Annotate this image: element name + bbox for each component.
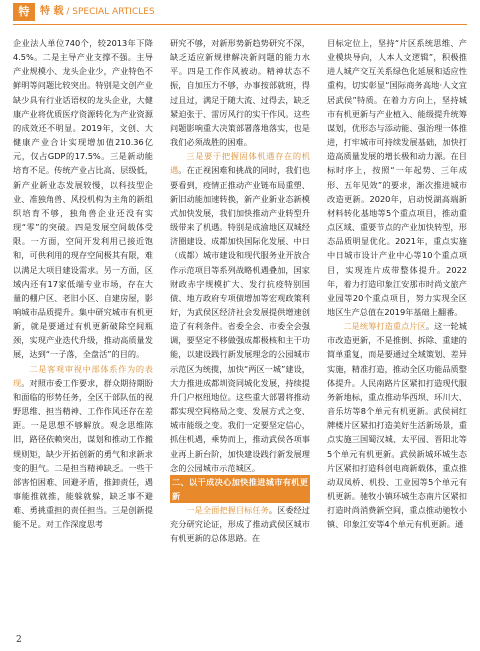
section-title-en: SPECIAL ARTICLES [72,7,155,17]
paragraph-text: 。这一轮城市改造更新，不是推倒、拆除、重建的简单重复，而是要通过全域策划、差异实施，精准打造，推动全区功能品质整体提升。人民南路片区紧扣打造现代服务新地标，重点推动华西坝、环川大、音乐坊等8个单元有机更新。武侯祠红牌楼片区紧扣打造美好生活新场景，重点实施三国蜀汉城、太平园、晋阳北等5个单元有机更新。武侯新城环城生态片区紧扣打造科创电商新载体，重点推动双凤桥、机投、工业园等5个单元有机更新。驰牧小镇环城生态南片区紧扣打造时尚消费新空间，重点推动驰牧小镇、印象江安等4个单元有机更新。通 [327,321,467,530]
paragraph-text: 研究不够，对新形势新趋势研究不深，缺乏适应新规律解决新问题的能力水平。四是工作作风被动。精神状态不振，自加压力不够，办事按部就班，得过且过，满足于随大流、过得去，缺乏紧迫张于、雷厉风行的实干作风。这些问题影响重大决策部署落地落实，也是我们必须战胜的困难。 [170,38,310,148]
subheading: 三是要于把握固体机遇存在的机遇 [170,151,310,176]
page-header [0,0,480,34]
section-mark: 特 [13,3,35,21]
subheading: 二是统筹打造重点片区 [343,321,426,332]
section-title-cn: 特 载 [40,6,64,17]
paragraph-text: 。对照市委工作要求，群众期待期盼和面临的形势任务，全区干部队伍的视野思维、担当精神、工作作风还存在差距。一是思想不够解放。观念思维陈旧，路径依赖突出，谋划和推动工作搬规则矩，缺少开拓创新的勇气和求新求变的胆气。二是担当精神缺乏。一些干部害怕困难、回避矛盾，推卸责任，遇事能推就推，能躲就躲，缺乏事不避难、勇挑重担的责任担当。三是创新提能不足。对工作深度思考 [13,377,153,530]
paragraph [13,362,153,532]
paragraph [327,36,467,319]
section-title-sep: / [63,7,73,17]
paragraph [13,36,153,362]
subheading: 一是全面把握目标任务 [186,505,269,516]
section-heading: 二、以干成决心加快推进城市有机更新 [170,475,310,503]
paragraph-text: 企业法人单位740个，较2013年下降4.5%。二是主导产业支撑不强。主导产业规模小、龙头企业少，产业特色不鲜明等问题比较突出。特别是文创产业缺少具有行业话语权的龙头企业，大健康产业将优质医疗资源转化为产业资源的成效还不明显。2019年，文创、大健康产业合计实现增加值210.36亿元，仅占GDP的17.5%。三是新动能培育不足。传统产业占比高、层级低，新产业新业态发展较慢，以科技型企业、准独角兽、风投机构为主角的新组织培育不够，独角兽企业还没有实现“零”的突破。四是发展空间载体受限。一方面，空间开发利用已接近饱和，可供利用的现存空间极其有限，难以满足大项目建设需求。另一方面，区域内还有17家低端专业市场，存在大量的棚户区、老旧小区、自建房屋，影响城市品质提升。集中研究城市有机更新，就是要通过有机更新破除空间瓶颈，实现产业迭代升级，推动高质量发展，达到“一子落，全盘活”的目的。 [13,38,153,360]
text-column-1 [13,36,153,531]
subheading: 二是客观审视中部体系作为的表现 [13,363,153,388]
text-column-3 [327,36,467,531]
paragraph-text: 。区委经过充分研究论证，形成了推动武侯区城市有机更新的总体思路。在 [170,505,310,544]
paragraph-text: 目标定位上，坚持“片区系统思维、产业模块导向，人本人文逻辑”，积极推进人城产交互关系绿色化延展和适应性重构，切实彰显“国际商务高地·人文宜居武侯”特质。在着力方向上，坚持城市有机更新与产业植入、能级提升统筹谋划，优形态与添动能、强治理一体推进，打牢城市可持续发展基础，加快打造高质量发展的增长极和动力源。在目标时序上，按照“一年起势、三年成形、五年见效”的要求，渐次推进城市改造更新。2020年，启动悦湖高端新材料转化基地等5个重点项目，推动重点区域、重要节点的产业加快转型，形态品质明显优化。2021年，重点实施中日城市设计产业中心等10个重点项目，实现连片成带整体提升。2022年，着力打造印象江安那市时尚文旅产业园等20个重点项目，努力实现全区地区生产总值在2019年基础上翻番。 [327,38,467,317]
paragraph [170,149,310,475]
section-title [40,3,155,21]
page-number: 2 [16,635,22,645]
text-column-2 [170,36,310,546]
paragraph [327,319,467,531]
header-rule [13,24,467,25]
paragraph [170,503,310,545]
paragraph-text: 。在正视困难和挑战的同时，我们也要看到，疫情正推动产业链布局重塑、新旧动能加速转换，新产业新业态新模式加快发展，我们加快推动产业转型升级带来了机遇。特别是成渝地区双城经济圈建设、成都加快国际化发展、中日（成都）城市建设和现代服务业开放合作示范项目等系列战略机遇叠加，国家财政赤字规模扩大、发行抗疫特别国债、地方政府专项债增加等宏观政策利好，为武侯区经济社会发展提供增速创造了有利条件。省委全会、市委全会强调，要坚定不移做强成都极核和主干功能，以建设践行新发展理念的公园城市示范区为统揽，加快“两区一城”建设，大力推进成都圳资同城化发展，持续提升门户枢纽地位。这些重大部署将推动都实现空间格局之变、发展方式之变、城市能级之变。我们一定要坚定信心，抓住机遇，乘势而上，推动武侯各项事业再上新台阶，加快建设践行新发展理念的公园城市示范城区。 [170,165,310,473]
paragraph [170,36,310,149]
